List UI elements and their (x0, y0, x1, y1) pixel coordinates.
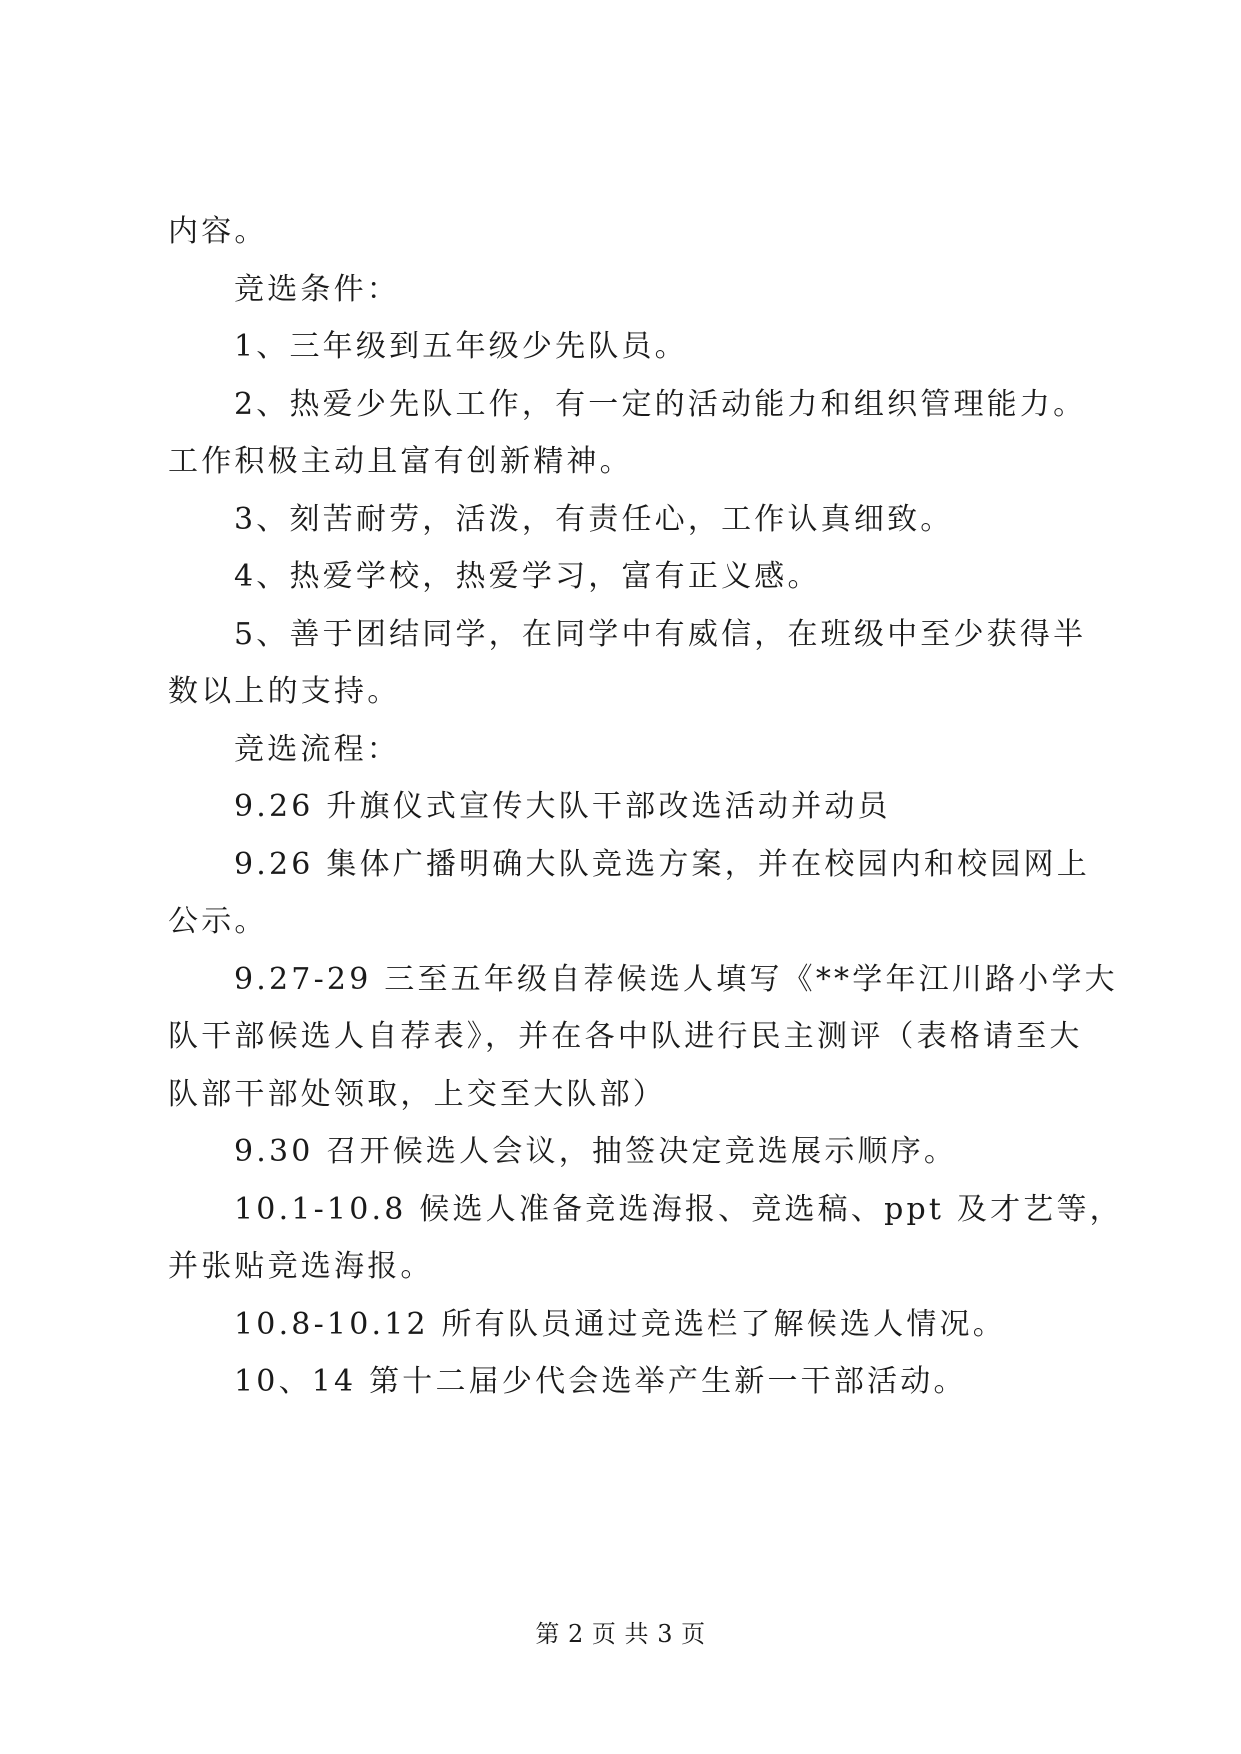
text-line: 公示。 (168, 904, 268, 939)
text-line: 2、热爱少先队工作，有一定的活动能力和组织管理能力。 (234, 387, 1087, 422)
text-line: 9.26 集体广播明确大队竞选方案，并在校园内和校园网上 (234, 847, 1090, 882)
text-line: 队部干部处领取，上交至大队部） (168, 1077, 666, 1112)
text-line: 工作积极主动且富有创新精神。 (168, 444, 633, 479)
text-line: 9.30 召开候选人会议，抽签决定竞选展示顺序。 (234, 1134, 958, 1169)
text-line: 1、三年级到五年级少先队员。 (234, 329, 688, 364)
text-line: 队干部候选人自荐表》，并在各中队进行民主测评（表格请至大 (168, 1019, 1083, 1054)
section-heading-conditions: 竞选条件： (234, 272, 400, 307)
text-line: 9.27-29 三至五年级自荐候选人填写《**学年江川路小学大 (234, 962, 1118, 997)
page-number-footer: 第 2 页 共 3 页 (535, 1620, 706, 1648)
text-line: 5、善于团结同学，在同学中有威信，在班级中至少获得半 (234, 617, 1087, 652)
text-line: 10.8-10.12 所有队员通过竞选栏了解候选人情况。 (234, 1307, 1006, 1342)
section-heading-process: 竞选流程： (234, 732, 400, 767)
text-line: 4、热爱学校，热爱学习，富有正义感。 (234, 559, 821, 594)
text-line: 10、14 第十二届少代会选举产生新一干部活动。 (234, 1364, 967, 1399)
text-line: 数以上的支持。 (168, 674, 401, 709)
text-line: 3、刻苦耐劳，活泼，有责任心，工作认真细致。 (234, 502, 954, 537)
text-line: 并张贴竞选海报。 (168, 1249, 434, 1284)
text-line: 10.1-10.8 候选人准备竞选海报、竞选稿、ppt 及才艺等， (234, 1192, 1123, 1227)
text-line: 9.26 升旗仪式宣传大队干部改选活动并动员 (234, 789, 891, 824)
text-line: 内容。 (168, 214, 268, 249)
